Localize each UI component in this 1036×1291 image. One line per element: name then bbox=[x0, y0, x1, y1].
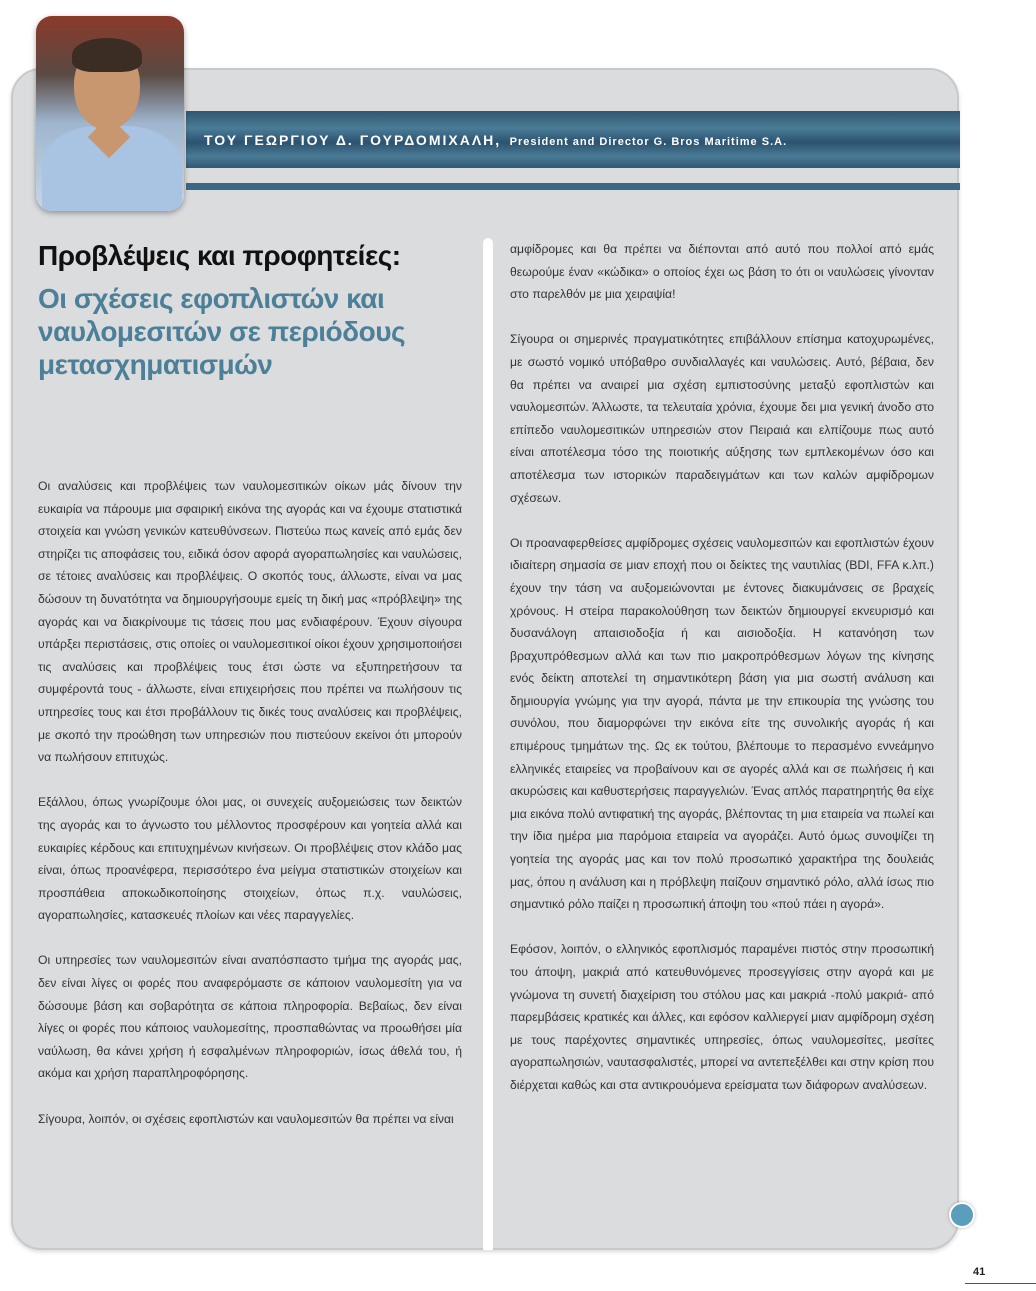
paragraph: Εφόσον, λοιπόν, ο ελληνικός εφοπλισμός παραμένει πιστός στην προσωπική του άποψη, μακριά από κατευθυνόμενες προσεγγίσεις στην αγορά και με γνώμονα τη συνετή διαχείριση του στόλου μας και μακριά -πολύ μακριά- από παρεμβάσεις κρατικές και άλλες, και εφόσον καλλιεργεί μιαν αμφίδρομη σχέση με τους παρέχοντες σημαντικές υπηρεσίες, όπως ναυλομεσίτες, μεσίτες αγοραπωλησιών, ναυτασφαλιστές, μπορεί να αντεπεξέλθει και στην κρίση που διέρχεται καθώς και στα αντικρουόμενα ερείσματα των διάφορων αναλύσεων. bbox=[510, 942, 934, 1092]
article-subtitle: Οι σχέσεις εφοπλιστών και ναυλομεσιτών σε περιόδους μετασχηματισμών bbox=[38, 283, 406, 380]
column-divider bbox=[483, 238, 493, 1250]
byline-author: ΤΟΥ ΓΕΩΡΓΙΟΥ Δ. ΓΟΥΡΔΟΜΙΧΑΛΗ, bbox=[204, 132, 502, 148]
paragraph: Οι υπηρεσίες των ναυλομεσιτών είναι αναπόσπαστο τμήμα της αγοράς μας, δεν είναι λίγες οι φορές που αναφερόμαστε σε κάποιον ναυλομεσίτη για να δώσουμε βάση και σοβαρότητα σε κάποια πληροφορία. Βεβαίως, δεν είναι λίγες οι φορές που κάποιος ναυλομεσίτης, προσπαθώντας να προωθήσει μία ναύλωση, θα κάνει χρήση ή εσφαλμένων πληροφοριών, ίσως άθελά του, ή ακόμα και χρήση παραπληροφόρησης. bbox=[38, 953, 462, 1081]
byline bbox=[204, 132, 787, 150]
right-column bbox=[510, 238, 934, 1119]
paragraph: Εξάλλου, όπως γνωρίζουμε όλοι μας, οι συνεχείς αυξομειώσεις των δεικτών της αγοράς και το άγνωστο του μέλλοντος προσφέρουν και γοητεία αλλά και ευκαιρίες κέρδους και επιτυχημένων κινήσεων. Οι προβλέψεις στον κλάδο μας είναι, όπως προανέφερα, περισσότερο ένα μείγμα στατιστικών στοιχείων και προσπάθεια αποκωδικοποίησης στοιχείων, όπως π.χ. ναυλώσεις, αγοραπωλησίες, κατασκευές πλοίων και νέες παραγγελίες. bbox=[38, 795, 462, 923]
page-number-rule bbox=[965, 1283, 1036, 1284]
paragraph: αμφίδρομες και θα πρέπει να διέπονται από αυτό που πολλοί από εμάς θεωρούμε έναν «κώδικα» ο οποίος έχει ως βάση το ότι οι ναυλώσεις γίνονταν στο παρελθόν με μια χειραψία! bbox=[510, 242, 934, 302]
left-column bbox=[38, 475, 462, 1153]
author-photo bbox=[36, 16, 184, 211]
decorative-dot bbox=[949, 1202, 975, 1228]
paragraph: Οι αναλύσεις και προβλέψεις των ναυλομεσιτικών οίκων μάς δίνουν την ευκαιρία να πάρουμε μια σφαιρική εικόνα της αγοράς και να έχουμε στατιστικά στοιχεία και γνώση γενικών κατευθύνσεων. Πιστεύω πως κανείς από εμάς δεν στηρίζει τις αποφάσεις του, ειδικά όσον αφορά αγοραπωλησίες και ναυλώσεις, σε τέτοιες αναλύσεις και προβλέψεις. Ο σκοπός τους, άλλωστε, είναι να μας δώσουν τη δυνατότητα να δημιουργήσουμε εμείς τη δική μας «πρόβλεψη» της αγοράς και να διακρίνουμε τις τάσεις που μας ενδιαφέρουν. Έχουν σίγουρα υπάρξει περιστάσεις, στις οποίες οι ναυλομεσιτικοί οίκοι έχουν χρησιμοποιήσει τις αναλύσεις και προβλέψεις τους έτσι ώστε να εξυπηρετήσουν τα συμφέροντά τους - άλλωστε, είναι επιχειρήσεις που πρέπει να πωλήσουν τις υπηρεσίες τους και έτσι προβάλλουν τις δικές τους αναλύσεις και προβλέψεις, με σκοπό την προώθηση των υπηρεσιών που πιστεύουν εκείνοι ότι μπορούν να πωλήσουν επιτυχώς. bbox=[38, 479, 462, 765]
byline-role: President and Director G. Bros Maritime S.A. bbox=[509, 136, 788, 148]
page-number: 41 bbox=[973, 1266, 986, 1278]
article-title: Προβλέψεις και προφητείες: bbox=[38, 240, 401, 271]
author-photo-hair bbox=[72, 38, 142, 72]
paragraph: Σίγουρα, λοιπόν, οι σχέσεις εφοπλιστών και ναυλομεσιτών θα πρέπει να είναι bbox=[38, 1111, 454, 1126]
paragraph: Οι προαναφερθείσες αμφίδρομες σχέσεις ναυλομεσιτών και εφοπλιστών έχουν ιδιαίτερη σημασία σε μιαν εποχή που οι δείκτες της ναυτιλίας (BDI, FFA κ.λπ.) έχουν την τάση να αυξομειώνονται με έντονες διακυμάνσεις σε βραχείς χρόνους. Η στείρα παρακολούθηση των δεικτών δημιουργεί εκνευρισμό και δυσανάλογη απαισιοδοξία ή και αισιοδοξία. Η κατανόηση των βραχυπρόθεσμων αλλά και των πιο μακροπρόθεσμων λόγων της κίνησης ενός δείκτη αποτελεί τη σημαντικότερη βάση για μια σωστή ανάλυση και δημιουργία γνώμης για την αγορά, πάντα με την επικουρία της γνώσης του συνόλου, που διαμορφώνει την εικόνα είτε της συνολικής αγοράς ή και επιμέρους τμημάτων της. Ως εκ τούτου, βλέπουμε το περασμένο εννεάμηνο ελληνικές εταιρείες να προβαίνουν και σε αγορές αλλά και σε πωλήσεις ή και ακυρώσεις και καθυστερήσεις παραγγελιών. Ένας απλός παρατηρητής θα είχε μια εικόνα πολύ αντιφατική της αγοράς, βλέποντας τη μια εταιρεία να πωλεί και την ίδια ημέρα μια παρόμοια εταιρεία να αγοράζει. Αυτό όμως συνοψίζει τη γοητεία της αγοράς μας και τον πολύ προσωπικό χαρακτήρα της δουλειάς μας, όπου η ανάλυση και η πρόβλεψη παίζουν σημαντικό ρόλο, αλλά ίσως πιο σημαντικό ρόλο παίζει η προσωπική άποψη του «πού πάει η αγορά». bbox=[510, 535, 934, 912]
paragraph: Σίγουρα οι σημερινές πραγματικότητες επιβάλλουν επίσημα κατοχυρωμένες, με σωστό νομικό υπόβαθρο συνδιαλλαγές και ναυλώσεις. Αυτό, βέβαια, δεν θα πρέπει να αναιρεί μια σχέση εμπιστοσύνης μεταξύ εφοπλιστών και ναυλομεσιτών. Άλλωστε, τα τελευταία χρόνια, έχουμε δει μια γενική άνοδο στο επίπεδο ναυλομεσιτικών υπηρεσιών στον Πειραιά και ελπίζουμε πως αυτό είναι αποτέλεσμα τόσο της ποιοτικής αύξησης των εμπλεκομένων όσο και αποτέλεσμα των ιστορικών παραδειγμάτων και των καλών αμφίδρομων σχέσεων. bbox=[510, 332, 934, 505]
sea-banner-strip bbox=[186, 183, 960, 190]
